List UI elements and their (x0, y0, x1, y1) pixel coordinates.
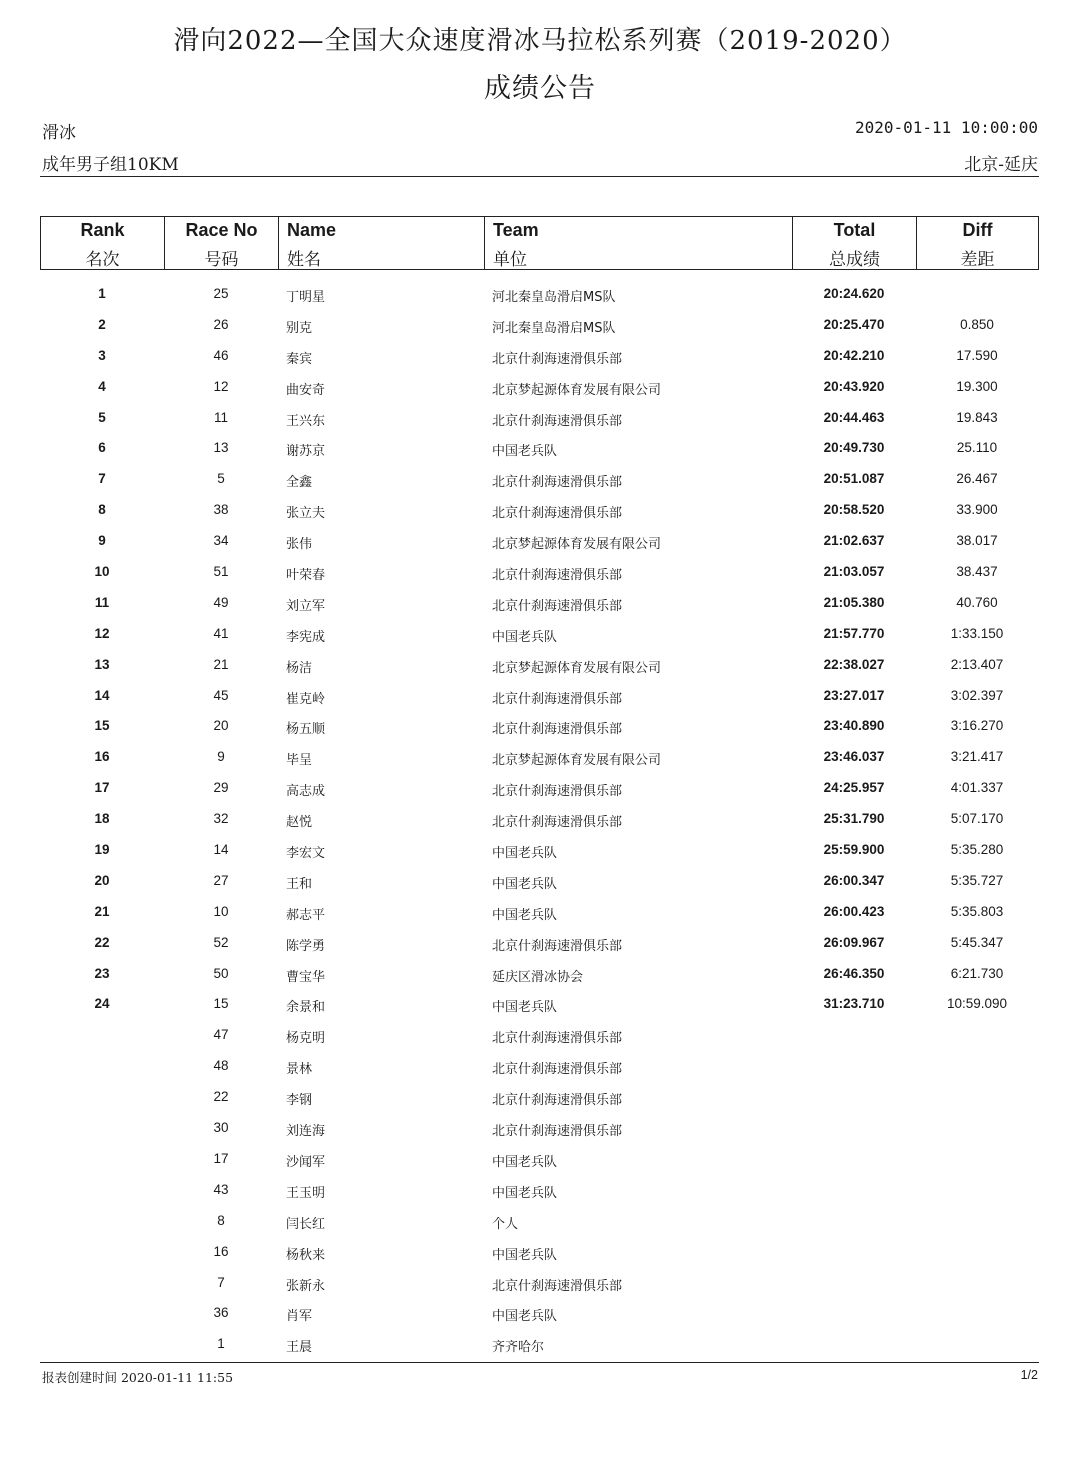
column-header-en: Total (833, 220, 876, 240)
total-time-cell: 25:59.900 (823, 842, 885, 858)
rank-cell: 5 (98, 409, 106, 425)
rank-cell: 1 (98, 286, 106, 301)
team-cell: 北京什刹海速滑俱乐部 (492, 598, 623, 614)
race-no-cell: 32 (213, 811, 229, 827)
race-no-cell: 22 (213, 1089, 229, 1105)
table-row (40, 835, 1039, 866)
total-time-cell: 26:46.350 (823, 965, 885, 981)
team-cell: 河北秦皇岛滑启MS队 (492, 320, 616, 336)
rank-cell: 20 (94, 872, 110, 888)
table-row (40, 1113, 1039, 1144)
page-number: 1/2 (1020, 1368, 1038, 1382)
team-cell: 中国老兵队 (492, 846, 558, 862)
race-no-cell: 21 (213, 656, 229, 672)
rank-cell: 2 (98, 316, 106, 332)
team-cell: 北京什刹海速滑俱乐部 (492, 1031, 623, 1047)
name-cell: 高志成 (286, 784, 326, 800)
team-cell: 中国老兵队 (492, 629, 558, 645)
total-time-cell: 20:49.730 (823, 440, 885, 456)
column-header-race-no (165, 217, 279, 269)
total-time-cell: 21:02.637 (823, 533, 885, 549)
column-header-name (279, 217, 485, 269)
diff-cell: 5:35.280 (950, 842, 1004, 858)
document-title: 滑向2022—全国大众速度滑冰马拉松系列赛（2019-2020） (173, 26, 907, 56)
diff-cell: 5:45.347 (950, 934, 1004, 950)
table-row (40, 495, 1039, 526)
name-cell: 谢苏京 (286, 444, 326, 460)
table-row (40, 1175, 1039, 1206)
name-cell: 景林 (286, 1062, 313, 1078)
race-no-cell: 51 (213, 564, 229, 580)
race-no-cell: 25 (213, 286, 229, 301)
report-created-time: 报表创建时间 2020-01-11 11:55 (42, 1370, 234, 1385)
team-cell: 个人 (492, 1216, 519, 1232)
team-cell: 中国老兵队 (492, 1247, 558, 1263)
race-no-cell: 36 (213, 1305, 229, 1321)
name-cell: 王兴东 (286, 413, 326, 429)
total-time-cell: 26:09.967 (823, 934, 885, 950)
table-row (40, 310, 1039, 341)
table-row (40, 711, 1039, 742)
table-row (40, 1051, 1039, 1082)
race-no-cell: 5 (217, 471, 225, 487)
column-header-zh: 差距 (960, 250, 995, 270)
table-row (40, 1237, 1039, 1268)
rank-cell: 11 (94, 594, 110, 610)
total-time-cell: 21:57.770 (823, 625, 885, 641)
rank-cell: 17 (94, 780, 110, 796)
diff-cell: 5:07.170 (950, 811, 1004, 827)
total-time-cell: 20:58.520 (823, 502, 885, 518)
race-no-cell: 12 (213, 378, 229, 394)
rank-cell: 6 (98, 440, 106, 456)
team-cell: 北京梦起源体育发展有限公司 (492, 660, 662, 676)
table-row (40, 526, 1039, 557)
name-cell: 王晨 (286, 1340, 313, 1356)
race-no-cell: 13 (213, 440, 229, 456)
team-cell: 河北秦皇岛滑启MS队 (492, 290, 616, 305)
table-row (40, 557, 1039, 588)
diff-cell: 5:35.727 (950, 872, 1004, 888)
race-no-cell: 15 (213, 996, 229, 1012)
team-cell: 北京什刹海速滑俱乐部 (492, 1093, 623, 1109)
name-cell: 刘立军 (286, 598, 326, 614)
rank-cell: 4 (98, 378, 106, 394)
name-cell: 曹宝华 (286, 969, 326, 985)
document-subtitle: 成绩公告 (484, 73, 596, 104)
total-time-cell: 20:44.463 (823, 409, 885, 425)
table-row (40, 372, 1039, 403)
table-row (40, 928, 1039, 959)
table-row (40, 681, 1039, 712)
team-cell: 延庆区滑冰协会 (492, 969, 584, 985)
race-no-cell: 41 (213, 625, 229, 641)
team-cell: 北京什刹海速滑俱乐部 (492, 1278, 623, 1294)
name-cell: 王和 (286, 876, 313, 892)
table-row (40, 804, 1039, 835)
diff-cell: 2:13.407 (950, 656, 1004, 672)
race-no-cell: 30 (213, 1120, 229, 1136)
race-no-cell: 11 (213, 409, 228, 425)
name-cell: 闫长红 (286, 1216, 326, 1232)
table-row (40, 464, 1039, 495)
rank-cell: 23 (94, 965, 110, 981)
rank-cell: 21 (94, 903, 110, 919)
team-cell: 中国老兵队 (492, 444, 558, 460)
rank-cell: 18 (94, 811, 110, 827)
team-cell: 北京什刹海速滑俱乐部 (492, 506, 623, 522)
race-no-cell: 20 (213, 718, 229, 734)
table-row (40, 588, 1039, 619)
total-time-cell: 23:46.037 (823, 749, 885, 765)
column-header-en: Diff (962, 220, 993, 240)
table-row (40, 959, 1039, 990)
race-no-cell: 45 (213, 687, 229, 703)
name-cell: 崔克岭 (286, 691, 326, 707)
column-header-team (485, 217, 793, 269)
table-row (40, 403, 1039, 434)
name-cell: 李宏文 (286, 846, 326, 862)
race-no-cell: 7 (217, 1274, 225, 1290)
race-no-cell: 52 (213, 934, 229, 950)
team-cell: 北京什刹海速滑俱乐部 (492, 722, 623, 738)
total-time-cell: 26:00.347 (823, 872, 885, 888)
name-cell: 别克 (286, 320, 313, 336)
total-time-cell: 22:38.027 (823, 656, 885, 672)
name-cell: 秦宾 (286, 351, 313, 367)
diff-cell: 5:35.803 (950, 903, 1004, 919)
diff-cell: 3:21.417 (950, 749, 1004, 765)
race-no-cell: 16 (213, 1243, 229, 1259)
race-no-cell: 46 (213, 347, 229, 363)
column-header-total (793, 217, 917, 269)
footer-divider (40, 1362, 1039, 1363)
total-time-cell: 23:27.017 (823, 687, 885, 703)
table-row (40, 1020, 1039, 1051)
total-time-cell: 20:51.087 (823, 471, 885, 487)
rank-cell: 8 (98, 502, 106, 518)
diff-cell: 33.900 (956, 502, 998, 518)
name-cell: 赵悦 (286, 815, 313, 831)
name-cell: 李宪成 (286, 629, 326, 645)
race-no-cell: 34 (213, 533, 229, 549)
race-no-cell: 47 (213, 1027, 229, 1043)
table-row (40, 341, 1039, 372)
column-header-zh: 单位 (493, 250, 527, 270)
column-header-en: Rank (80, 220, 125, 240)
race-no-cell: 17 (213, 1150, 229, 1166)
table-row (40, 1329, 1039, 1360)
rank-cell: 12 (94, 625, 110, 641)
team-cell: 北京什刹海速滑俱乐部 (492, 413, 623, 429)
team-cell: 北京什刹海速滑俱乐部 (492, 938, 623, 954)
table-row (40, 1206, 1039, 1237)
diff-cell: 19.843 (956, 409, 998, 425)
rank-cell: 10 (94, 564, 110, 580)
rank-cell: 13 (94, 656, 110, 672)
column-header-diff (917, 217, 1038, 269)
team-cell: 北京什刹海速滑俱乐部 (492, 1124, 623, 1140)
team-cell: 齐齐哈尔 (492, 1340, 545, 1356)
total-time-cell: 20:24.620 (823, 286, 885, 301)
column-header-zh: 名次 (85, 250, 120, 270)
team-cell: 中国老兵队 (492, 1185, 558, 1201)
diff-cell: 40.760 (956, 594, 998, 610)
table-row (40, 650, 1039, 681)
diff-cell: 4:01.337 (950, 780, 1004, 796)
total-time-cell: 24:25.957 (823, 780, 885, 796)
race-no-cell: 29 (213, 780, 229, 796)
rank-cell: 3 (98, 347, 106, 363)
rank-cell: 15 (94, 718, 110, 734)
team-cell: 北京什刹海速滑俱乐部 (492, 815, 623, 831)
table-row (40, 1082, 1039, 1113)
name-cell: 沙闻军 (286, 1154, 326, 1170)
diff-cell: 1:33.150 (950, 625, 1004, 641)
race-no-cell: 1 (217, 1336, 225, 1352)
diff-cell: 19.300 (956, 378, 998, 394)
name-cell: 曲安奇 (286, 382, 326, 398)
rank-cell: 16 (94, 749, 110, 765)
name-cell: 张立夫 (286, 506, 326, 522)
name-cell: 叶荣春 (286, 568, 326, 584)
team-cell: 中国老兵队 (492, 876, 558, 892)
total-time-cell: 23:40.890 (823, 718, 885, 734)
diff-cell: 0.850 (960, 316, 994, 332)
table-row (40, 897, 1039, 928)
total-time-cell: 20:42.210 (823, 347, 885, 363)
total-time-cell: 21:05.380 (823, 594, 885, 610)
diff-cell: 6:21.730 (950, 965, 1004, 981)
race-no-cell: 10 (213, 903, 229, 919)
rank-cell: 14 (94, 687, 110, 703)
diff-cell: 3:16.270 (950, 718, 1004, 734)
column-header-zh: 姓名 (287, 250, 321, 270)
diff-cell: 38.437 (956, 564, 998, 580)
name-cell: 李钢 (286, 1093, 313, 1109)
name-cell: 王玉明 (286, 1185, 326, 1201)
header-divider (40, 176, 1039, 177)
name-cell: 肖军 (286, 1309, 313, 1325)
table-header (40, 216, 1039, 270)
column-header-rank (41, 217, 165, 269)
column-header-zh: 总成绩 (829, 250, 880, 270)
race-no-cell: 9 (217, 749, 225, 765)
column-header-en: Race No (185, 220, 258, 240)
table-row (40, 742, 1039, 773)
race-no-cell: 43 (213, 1181, 229, 1197)
name-cell: 张新永 (286, 1278, 326, 1294)
event-datetime: 2020-01-11 10:00:00 (854, 118, 1038, 137)
total-time-cell: 31:23.710 (823, 996, 885, 1012)
table-row (40, 989, 1039, 1020)
rank-cell: 24 (94, 996, 110, 1012)
total-time-cell: 21:03.057 (823, 564, 885, 580)
total-time-cell: 26:00.423 (823, 903, 885, 919)
diff-cell: 10:59.090 (946, 996, 1008, 1012)
sport-label: 滑冰 (42, 123, 76, 143)
team-cell: 北京什刹海速滑俱乐部 (492, 1062, 623, 1078)
rank-cell: 7 (98, 471, 106, 487)
name-cell: 张伟 (286, 537, 313, 553)
team-cell: 北京什刹海速滑俱乐部 (492, 691, 623, 707)
team-cell: 北京什刹海速滑俱乐部 (492, 475, 623, 491)
table-row (40, 1144, 1039, 1175)
diff-cell: 26.467 (956, 471, 998, 487)
name-cell: 陈学勇 (286, 938, 326, 954)
results-table-body (40, 279, 1039, 1360)
race-no-cell: 14 (213, 842, 229, 858)
total-time-cell: 20:43.920 (823, 378, 885, 394)
table-row (40, 279, 1039, 310)
column-header-zh: 号码 (204, 250, 239, 270)
race-no-cell: 27 (213, 872, 229, 888)
rank-cell: 9 (98, 533, 106, 549)
diff-cell: 17.590 (956, 347, 998, 363)
name-cell: 余景和 (286, 1000, 326, 1016)
category-label: 成年男子组10KM (42, 155, 179, 175)
total-time-cell: 20:25.470 (823, 316, 885, 332)
event-location: 北京-延庆 (964, 155, 1038, 175)
race-no-cell: 38 (213, 502, 229, 518)
diff-cell: 3:02.397 (950, 687, 1004, 703)
team-cell: 北京梦起源体育发展有限公司 (492, 753, 662, 769)
table-row (40, 773, 1039, 804)
team-cell: 北京梦起源体育发展有限公司 (492, 537, 662, 553)
name-cell: 杨洁 (286, 660, 313, 676)
name-cell: 杨秋来 (286, 1247, 326, 1263)
name-cell: 杨克明 (286, 1031, 326, 1047)
column-header-en: Team (493, 220, 539, 240)
table-row (40, 1298, 1039, 1329)
team-cell: 北京什刹海速滑俱乐部 (492, 784, 623, 800)
name-cell: 杨五顺 (286, 722, 326, 738)
team-cell: 中国老兵队 (492, 1000, 558, 1016)
name-cell: 郝志平 (286, 907, 326, 923)
race-no-cell: 48 (213, 1058, 229, 1074)
table-row (40, 619, 1039, 650)
team-cell: 中国老兵队 (492, 907, 558, 923)
race-no-cell: 50 (213, 965, 229, 981)
team-cell: 北京什刹海速滑俱乐部 (492, 351, 623, 367)
table-row (40, 1268, 1039, 1299)
race-no-cell: 8 (217, 1212, 225, 1228)
name-cell: 刘连海 (286, 1124, 326, 1140)
rank-cell: 19 (94, 842, 110, 858)
diff-cell: 25.110 (956, 440, 998, 456)
table-row (40, 866, 1039, 897)
team-cell: 中国老兵队 (492, 1154, 558, 1170)
rank-cell: 22 (94, 934, 110, 950)
name-cell: 全鑫 (286, 475, 313, 491)
diff-cell: 38.017 (956, 533, 998, 549)
team-cell: 北京什刹海速滑俱乐部 (492, 568, 623, 584)
team-cell: 中国老兵队 (492, 1309, 558, 1325)
name-cell: 毕呈 (286, 753, 313, 769)
name-cell: 丁明星 (286, 290, 326, 305)
team-cell: 北京梦起源体育发展有限公司 (492, 382, 662, 398)
race-no-cell: 49 (213, 594, 229, 610)
column-header-en: Name (287, 220, 337, 240)
race-no-cell: 26 (213, 316, 229, 332)
total-time-cell: 25:31.790 (823, 811, 885, 827)
table-row (40, 433, 1039, 464)
